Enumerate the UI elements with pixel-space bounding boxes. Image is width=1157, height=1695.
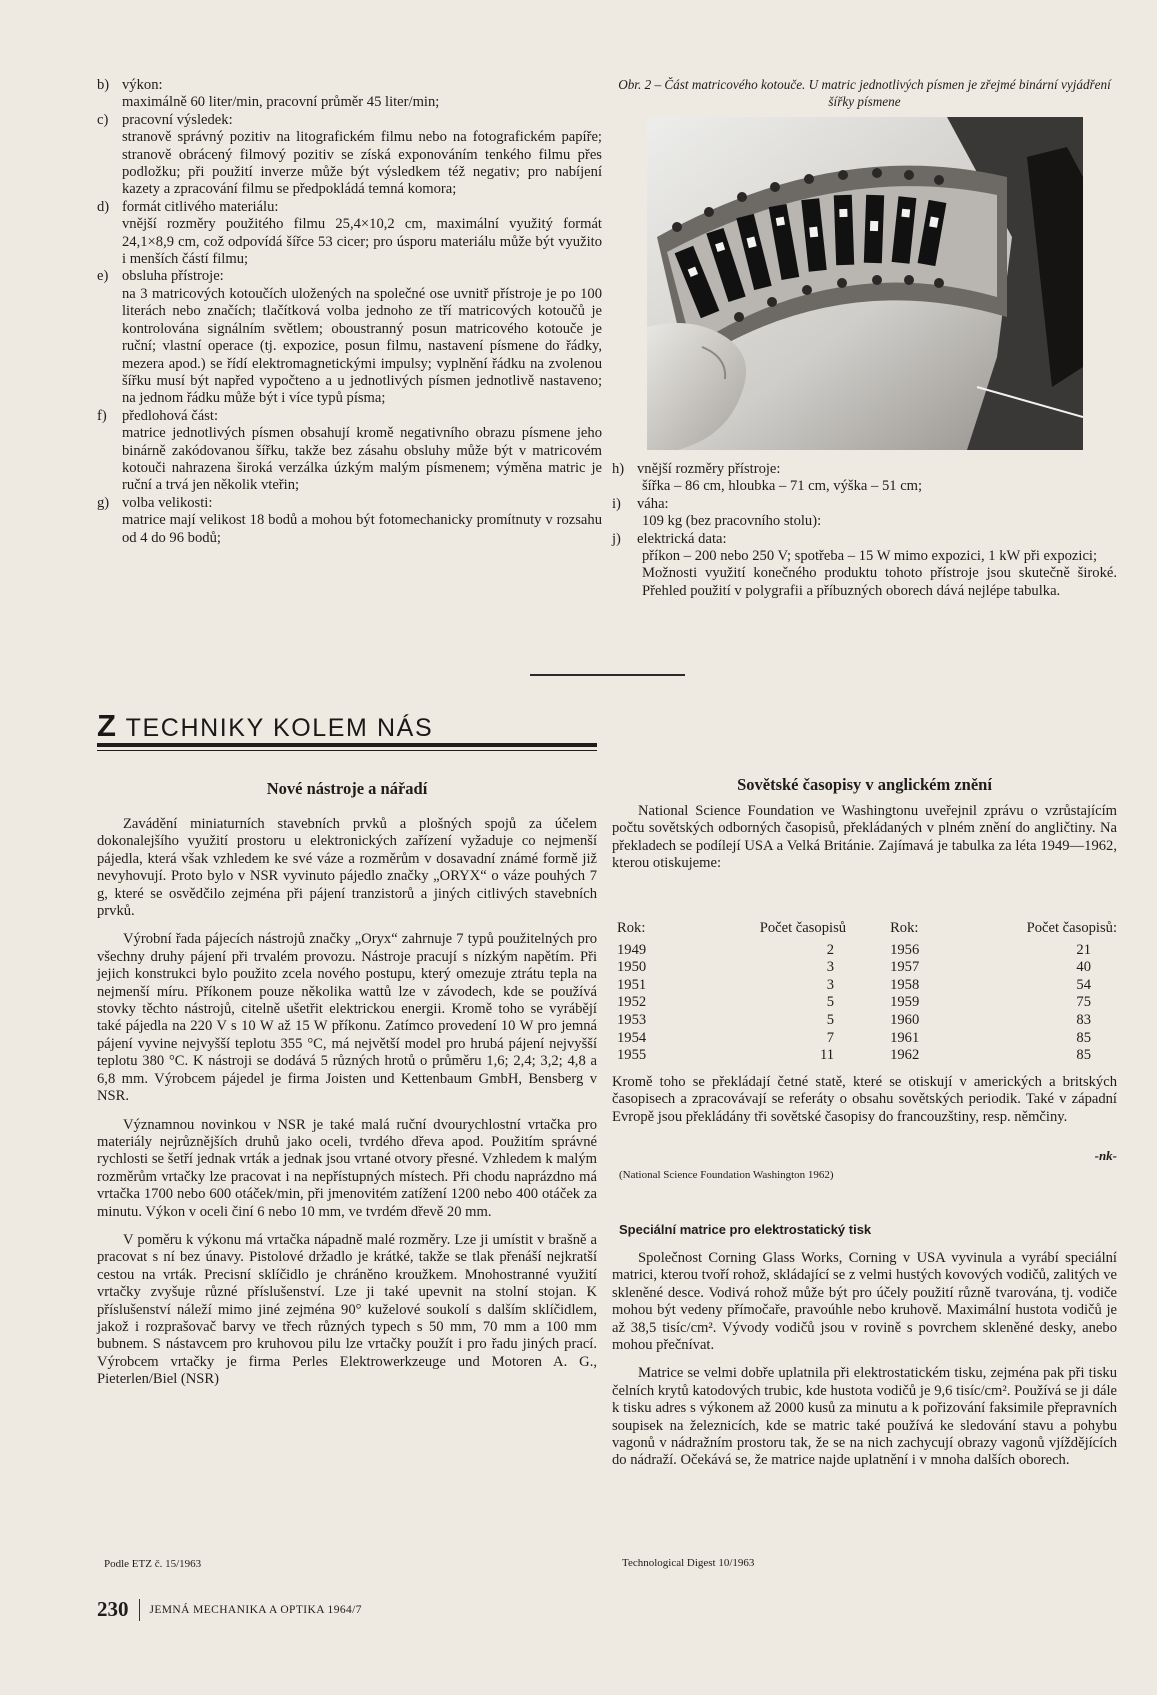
table-cell: 75 <box>1076 994 1091 1011</box>
table-cell: 21 <box>1076 941 1091 958</box>
spec-title: váha: <box>637 495 669 512</box>
article-title-tools: Nové nástroje a nářadí <box>266 779 428 798</box>
spec-item-d <box>97 199 602 216</box>
spec-label: f) <box>97 407 107 424</box>
paragraph: National Science Foundation ve Washingtonu uveřejnil zprávu o vzrůstajícím počtu sovětských odborných časopisů, překládaných v plném znění do angličtiny. Na překladech se podílejí USA a Velká Británie. Zajímavá je tabulka za léta 1949—1962, kterou otiskujeme: <box>612 803 1117 872</box>
table-row <box>617 959 1117 977</box>
table-header-row <box>617 920 1117 942</box>
article-body-electrostatic <box>612 1250 1117 1481</box>
spec-label: e) <box>97 268 109 285</box>
paragraph: Společnost Corning Glass Works, Corning v USA vyvinula a vyrábí speciální matrici, kterou tvoří rohož, skládající se z velmi hustých kovových vodičů, zalitých ve skleněné desce. Vodivá rohož může být pro účely použití různě tvarována, tj. vodiče mohou být vedeny přímočaře, pravoúhle nebo kruhově. Maximální hustota vodičů je až 38,5 tisíc/cm². Vývody vodičů jsou v rovině s povrchem skleněné desky, anebo mohou přečnívat. <box>612 1250 1117 1354</box>
section-heading-initial: Z <box>97 708 118 743</box>
spec-detail: na 3 matricových kotoučích uložených na společné ose uvnitř přístroje je po 100 literách nebo značích; tlačítková volba jednoho ze tří matricových kotoučů je kontrolována signálním světlem; oboustranný posun matricového kotouče je ruční; vlastní operace (tj. expozice, posun filmu, nastavení písmene do řádky, mezera apod.) se řídí elektromagnetickými impulsy; vyplnění řádku na zvolenou šířku musí být napřed vypočteno a u jednotlivých písmen jednotlivě nastaveno; na jednom řádku může být i více typů písma; <box>122 285 602 407</box>
spec-detail: matrice jednotlivých písmen obsahují kromě negativního obrazu písmene jeho binárně zakódovanou šířku, takže bez zásahu obsluhy může být v matricovém kotouči nahrazena široká verzálka úzkým malým písmenem; výměna matric je ruční a trvá jen několik vteřin; <box>122 425 602 494</box>
spec-title: vnější rozměry přístroje: <box>637 461 781 477</box>
spec-detail: stranově správný pozitiv na litografickém filmu nebo na fotografickém papíře; stranově obrácený filmový pozitiv se získá exponováním tenkého filmu přes podložku; při použití inverze může být výsledkem též negativ; pro nabíjení kazety a zpracování filmu se předpokládá temná komora; <box>122 129 602 198</box>
section-heading-rest: TECHNIKY KOLEM NÁS <box>117 714 434 742</box>
paragraph: V poměru k výkonu má vrtačka nápadně malé rozměry. Lze ji umístit v brašně a pracovat s ní bez únavy. Pistolové držadlo je krátké, takže se tlak přenáší nejkratší cestou na vrták. Precisní sklíčidlo je chráněno kroužkem. Mnohostranné využití vrtačky zvyšuje různé příslušenství. Lze ji také upevnit na stolní stojan. K příslušenství náleží mimo jiné zejména 90° kuželové soukolí s dalším sklíčidlem, jakož i rozprašovač barvy ve třech různých typech s 50 mm, 70 mm a 100 mm bubnem. S nástavcem pro kruhovou pilu lze vrtačky použít i pro řadu jiných prací. Výrobcem vrtačky je firma Perles Elektrowerkzeuge und Motoren A. G., Pieterlen/Biel (NSR) <box>97 1231 597 1388</box>
page-number: 230 <box>97 1597 129 1621</box>
table-header: Počet časopisů: <box>1026 920 1117 936</box>
spec-title: pracovní výsledek: <box>122 111 233 128</box>
table-cell: 1958 <box>890 976 920 993</box>
table-cell: 5 <box>826 1011 835 1028</box>
journal-name: JEMNÁ MECHANIKA A OPTIKA 1964/7 <box>149 1603 362 1616</box>
spec-detail: vnější rozměry použitého filmu 25,4×10,2 cm, maximální využitý formát 24,1×8,9 cm, což odpovídá šířce 53 cicer; pro úsporu materiálu může být využito i menších částí filmu; <box>122 216 602 268</box>
spec-title: předlohová část: <box>122 407 219 424</box>
table-cell: 54 <box>1076 976 1091 993</box>
spec-title: obsluha přístroje: <box>122 268 224 285</box>
spec-detail: 109 kg (bez pracovního stolu): <box>642 513 822 530</box>
spec-item-i <box>612 496 1117 513</box>
spec-title: elektrická data: <box>637 530 727 547</box>
table-row <box>617 1012 1117 1030</box>
spec-detail: matrice mají velikost 18 bodů a mohou být fotomechanicky promítnuty v rozsahu od 4 do 96 bodů; <box>122 512 602 546</box>
spec-item-b <box>97 77 602 94</box>
spec-item-g <box>97 495 602 512</box>
table-cell: 11 <box>820 1047 835 1064</box>
source-note-nsf: (National Science Foundation Washington 1962) <box>619 1169 834 1181</box>
spec-item-j <box>612 531 1117 548</box>
spec-item-c <box>97 112 602 129</box>
paragraph: Významnou novinkou v NSR je také malá ruční dvourychlostní vrtačka pro materiály nejrůznějších druhů jako oceli, tvrdého dřeva apod. Použitím správné rychlosti se šetří jednak vrták a jednak jsou vrtané otvory přesné. Vzhledem k malým rozměrům vrtačky lze pracovat i na nepřístupných místech. Při chodu naprázdno má vrtačka 1700 nebo 600 otáček/min, při jmenovitém zatížení 1200 nebo 400 otáček za minutu. Výkon v oceli činí 6 nebo 10 mm, ve tvrdém dřevě 20 mm. <box>97 1116 597 1220</box>
table-cell: 1951 <box>617 976 647 993</box>
table-cell: 1953 <box>617 1011 647 1028</box>
spec-item-h <box>612 461 1117 478</box>
table-cell: 1962 <box>890 1047 920 1064</box>
table-cell: 1957 <box>890 959 920 976</box>
table-row <box>617 1047 1117 1065</box>
table-cell: 3 <box>826 959 835 976</box>
spec-label: b) <box>97 77 110 93</box>
spec-label: j) <box>612 530 621 547</box>
article-outro-soviet-journals: Kromě toho se překládají četné statě, které se otiskují v amerických a britských časopisech a zpracovávají se referáty o obsahu sovětských periodik. Také v západní Evropě jsou překládány tři sovětské časopisy do francouzštiny, resp. němčiny. <box>612 1074 1117 1125</box>
spec-detail: příkon – 200 nebo 250 V; spotřeba – 15 W mimo expozici, 1 kW při expozici; <box>642 548 1098 565</box>
table-cell: 1949 <box>617 941 647 958</box>
spec-title: výkon: <box>122 77 163 93</box>
spec-conclusion: Možnosti využití konečného produktu tohoto přístroje jsou skutečně široké. Přehled použití v polygrafii a příbuzných oborech dává nejlépe tabulka. <box>642 565 1117 599</box>
spec-list-right <box>612 461 1117 600</box>
table-cell: 7 <box>826 1029 835 1046</box>
section-heading <box>97 708 434 743</box>
table-cell: 1960 <box>890 1011 920 1028</box>
table-cell: 1954 <box>617 1029 647 1046</box>
page-footer <box>97 1597 362 1622</box>
table-cell: 1956 <box>890 941 920 958</box>
table-row <box>617 994 1117 1012</box>
spec-title: volba velikosti: <box>122 494 213 511</box>
section-divider <box>530 674 685 676</box>
table-cell: 1961 <box>890 1029 920 1046</box>
source-note-technological-digest: Technological Digest 10/1963 <box>622 1557 755 1569</box>
table-cell: 1955 <box>617 1047 647 1064</box>
spec-detail: šířka – 86 cm, hloubka – 71 cm, výška – 51 cm; <box>642 478 923 495</box>
table-cell: 1950 <box>617 959 647 976</box>
heading-rule-thin <box>97 750 597 751</box>
article-title-electrostatic: Speciální matrice pro elektrostatický tisk <box>619 1222 872 1237</box>
article-title-soviet-journals: Sovětské časopisy v anglickém znění <box>737 775 992 794</box>
spec-detail: maximálně 60 liter/min, pracovní průměr 45 liter/min; <box>122 94 440 111</box>
table-cell: 85 <box>1076 1029 1091 1046</box>
spec-label: g) <box>97 494 110 511</box>
article-intro-soviet-journals <box>612 803 1117 884</box>
spec-label: h) <box>612 461 625 477</box>
table-header: Rok: <box>890 920 919 936</box>
table-cell: 5 <box>826 994 835 1011</box>
table-cell: 40 <box>1076 959 1091 976</box>
table-row <box>617 1030 1117 1048</box>
paragraph: Zavádění miniaturních stavebních prvků a plošných spojů za účelem dokonalejšího využití prostoru u elektronických zařízení vyžaduje co nejmenší pájedla, která však vzhledem ke své váze a rozměrům v dosavadní známé formě již nevyhovují. Proto bylo v NSR vyvinuto pájedlo značky „ORYX“ o váze pouhých 7 g, které se osvědčilo zejména při pájení tranzistorů a jiných citlivých stavebních prvků. <box>97 816 597 920</box>
heading-rule-thick <box>97 743 597 747</box>
table-cell: 1952 <box>617 994 647 1011</box>
table-header: Rok: <box>617 920 646 936</box>
spec-list-left <box>97 77 602 547</box>
table-cell: 3 <box>826 976 835 993</box>
table-cell: 1959 <box>890 994 920 1011</box>
paragraph: Výrobní řada pájecích nástrojů značky „Oryx“ zahrnuje 7 typů použitelných pro všechny druhy pájení při trvalém provozu. Nástroje pracují s nízkým napětím. Při jejich konstrukci bylo použito zcela nového postupu, který omezuje ztrátu tepla na nejmenší míru. Příkonem pouze několika wattů lze v závodech, kde se používá stovky těchto nástrojů, citelně ušetřit elektrickou energii. Kromě toho se vyrábějí také pájedla na 220 V s 10 W až 15 W příkonu. Zatímco provedení 10 W pro jemná pájení vyvine nejvyšší teplotu 355 °C, má největší model pro hrubá pájení nejvyšší teplotu 380 °C. K nástroji se dodává 5 různých hrotů o průměru 1,6; 2,4; 3,2; 4,8 a 6,8 mm. Výrobcem pájedel je firma Joisten und Kettenbaum GmbH, Bensberg v NSR. <box>97 931 597 1105</box>
table-cell: 83 <box>1076 1011 1091 1028</box>
spec-label: c) <box>97 111 109 128</box>
spec-title: formát citlivého materiálu: <box>122 198 279 215</box>
paragraph: Matrice se velmi dobře uplatnila při elektrostatickém tisku, zejména pak při tisku čelních krytů katodových trubic, kde hustota vodičů je 9,6 tisíc/cm². Používá se ji dále k tisku adres s výkonem až 2000 kusů za minutu a k pořizování faksimile přepravních soupisek na železnicích, kde se matric také používá ke sledování stavu a pohybu vagonů v nádražním prostoru tak, že se na nich zachycují obrazy vagonů vjíždějících do nádraží. Očekává se, že matrice najde uplatnění i v mnoha dalších oborech. <box>612 1365 1117 1469</box>
spec-item-f <box>97 408 602 425</box>
spec-label: i) <box>612 495 621 512</box>
article-body-tools <box>97 816 597 1400</box>
table-cell: 2 <box>826 941 835 958</box>
spec-item-e <box>97 268 602 285</box>
source-note-etz: Podle ETZ č. 15/1963 <box>104 1558 202 1570</box>
footer-separator <box>139 1599 140 1621</box>
table-header: Počet časopisů <box>759 920 847 936</box>
table-cell: 85 <box>1076 1047 1091 1064</box>
matrix-disc-photo <box>647 117 1083 450</box>
journals-table <box>617 920 1117 1065</box>
author-signature: -nk- <box>1094 1148 1117 1163</box>
table-row <box>617 942 1117 960</box>
spec-label: d) <box>97 198 110 215</box>
figure-caption: Obr. 2 – Část matricového kotouče. U matric jednotlivých písmen je zřejmé binární vyjádření šířky písmene <box>618 77 1111 109</box>
table-row <box>617 977 1117 995</box>
